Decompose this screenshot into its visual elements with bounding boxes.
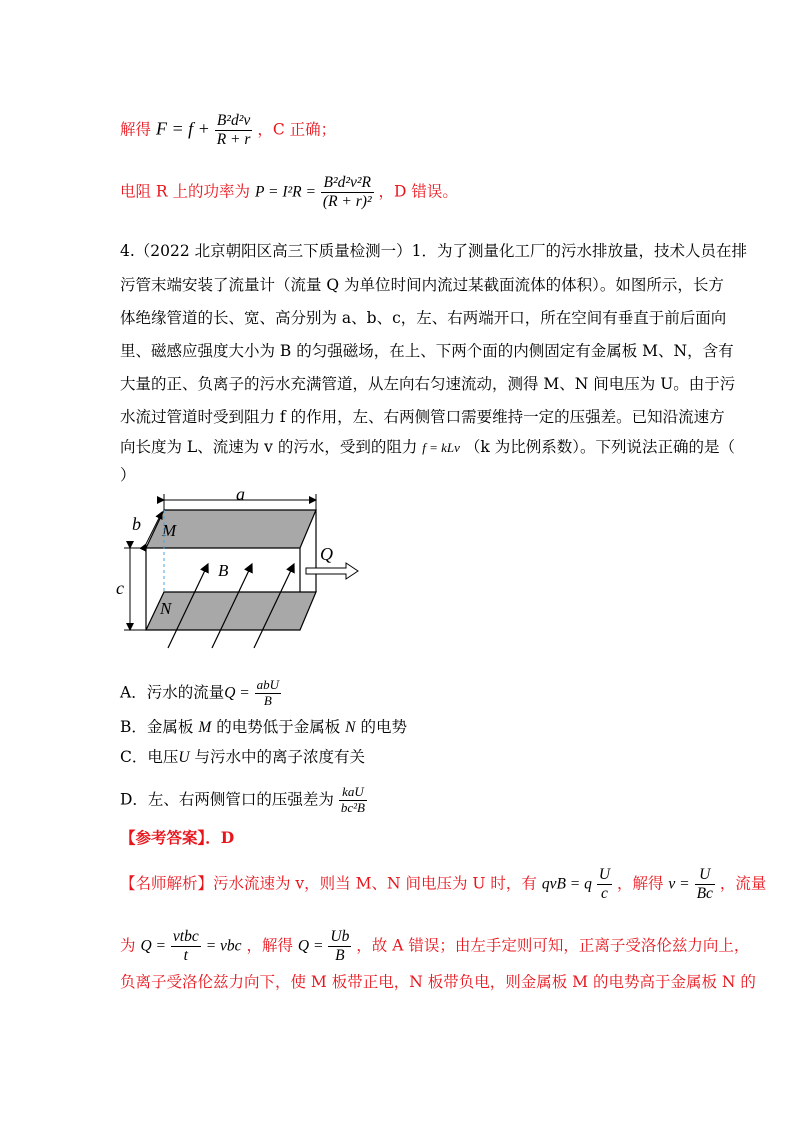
analysis-text: 【名师解析】污水流速为 v，则当 M、N 间电压为 U 时，有: [120, 874, 537, 893]
symbol: M: [198, 719, 212, 736]
option-B[interactable]: [120, 720, 407, 736]
formula: Q =: [297, 937, 324, 955]
solution-text: ，D 错误。: [378, 182, 458, 201]
question-line-7: [120, 440, 735, 456]
formula: Q =: [140, 937, 166, 955]
question-line-2: 污管末端安装了流量计（流量 Q 为单位时间内流过某截面流体的体积）。如图所示，长方: [120, 276, 724, 294]
formula: qvB = q: [541, 875, 592, 893]
label-a: a: [236, 484, 245, 504]
option-text: B．金属板: [120, 718, 194, 736]
fraction-denominator: R + r: [216, 130, 251, 148]
label-b: b: [132, 514, 141, 534]
plate-N: [146, 592, 316, 630]
fraction: [695, 866, 715, 903]
analysis-line-1: [120, 866, 766, 903]
question-line-6: 水流过管道时受到阻力 f 的作用，左、右两侧管口需要维持一定的压强差。已知沿流速方: [120, 408, 725, 426]
option-C[interactable]: [120, 750, 365, 766]
fraction-denominator: (R + r)²: [322, 192, 372, 210]
solution-text: 电阻 R 上的功率为: [120, 182, 251, 201]
flowmeter-figure: [116, 484, 378, 648]
question-text: 向长度为 L、流速为 v 的污水，受到的阻力: [120, 438, 418, 456]
option-text: 的电势: [360, 718, 407, 736]
option-text: A．污水的流量: [120, 683, 225, 702]
analysis-text: ，流量: [719, 874, 767, 893]
fraction-denominator: t: [183, 946, 188, 964]
fraction: [339, 785, 367, 816]
solution-text: 解得: [120, 120, 152, 139]
question-line-5: 大量的正、负离子的污水充满管道，从左向右匀速流动，测得 M、N 间电压为 U。由于污: [120, 375, 736, 393]
reference-answer: 【参考答案】．D: [120, 828, 235, 847]
fraction-numerator: vtbc: [172, 928, 199, 945]
fraction-denominator: B: [263, 692, 272, 708]
fraction: [171, 928, 201, 965]
label-B: B: [218, 561, 229, 580]
label-c: c: [116, 578, 124, 598]
analysis-text: ，解得: [246, 936, 293, 955]
fraction-numerator: B²d²v²R: [321, 174, 374, 193]
analysis-text: ，解得: [616, 874, 664, 893]
analysis-text: 为: [120, 936, 136, 955]
analysis-line-2: [120, 928, 749, 965]
option-D[interactable]: [120, 785, 367, 816]
formula: f = kLv: [422, 440, 460, 455]
fraction-numerator: abU: [256, 677, 280, 692]
label-N: N: [160, 599, 172, 618]
fraction-denominator: bc²B: [340, 799, 365, 815]
option-A[interactable]: [120, 678, 281, 709]
formula: P = I²R =: [254, 183, 316, 201]
question-line-4: 里、磁感应强度大小为 B 的匀强磁场，在上、下两个面的内侧固定有金属板 M、N，含有: [120, 342, 734, 360]
question-line-8: ）: [120, 466, 136, 484]
solution-line-2: [120, 174, 458, 211]
fraction: [255, 678, 281, 709]
formula: = vbc: [205, 937, 242, 955]
solution-line-1: [120, 112, 336, 149]
fraction-numerator: Ub: [330, 928, 350, 945]
symbol: N: [345, 719, 356, 736]
formula: v =: [668, 875, 690, 893]
fraction-numerator: B²d²v: [215, 112, 253, 131]
analysis-line-3: 负离子受洛伦兹力向下，使 M 板带正电，N 板带负电，则金属板 M 的电势高于金属板 N 的: [120, 973, 756, 991]
option-text: 与污水中的离子浓度有关: [194, 748, 366, 766]
question-text: （k 为比例系数）。下列说法正确的是（: [464, 438, 735, 456]
fraction: [215, 112, 253, 149]
label-Q: Q: [320, 544, 333, 564]
formula: Q =: [224, 684, 250, 702]
fraction-numerator: kaU: [339, 785, 367, 801]
fraction: [321, 174, 374, 211]
fraction-numerator: U: [695, 866, 715, 885]
fraction-denominator: c: [600, 884, 608, 902]
analysis-text: ，故 A 错误；由左手定则可知，正离子受洛伦兹力向上，: [356, 936, 750, 955]
question-line-3: 体绝缘管道的长、宽、高分别为 a、b、c，左、右两端开口，所在空间有垂直于前后面向: [120, 309, 727, 327]
symbol: U: [178, 749, 190, 766]
label-M: M: [162, 521, 177, 540]
flow-arrow: [306, 563, 358, 579]
option-text: D．左、右两侧管口的压强差为: [120, 790, 334, 809]
fraction: [597, 866, 612, 903]
fraction-denominator: Bc: [696, 884, 713, 902]
solution-text: ，C 正确；: [257, 120, 337, 139]
fraction-numerator: U: [598, 866, 611, 883]
option-text: C．电压: [120, 748, 179, 766]
question-line-1: 4.（2022 北京朝阳区高三下质量检测一）1．为了测量化工厂的污水排放量，技术人员在排: [120, 242, 748, 260]
option-text: 的电势低于金属板: [216, 718, 341, 736]
formula: F = f +: [155, 118, 210, 139]
fraction: [328, 928, 351, 965]
fraction-denominator: B: [335, 946, 345, 964]
